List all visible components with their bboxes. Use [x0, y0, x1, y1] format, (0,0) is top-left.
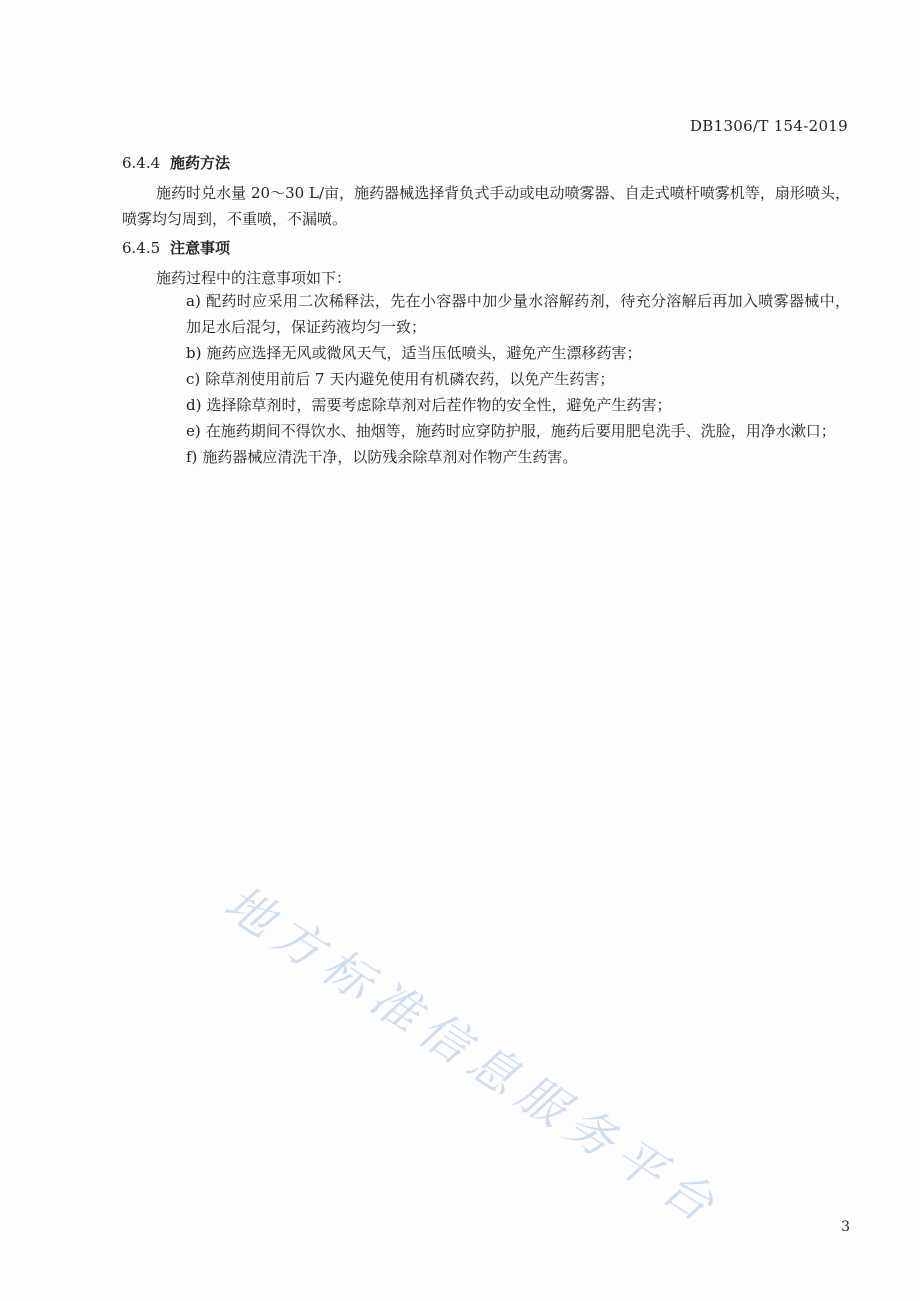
- list-item-text: 配药时应采用二次稀释法，先在小容器中加少量水溶解药剂，待充分溶解后再加入喷雾器械中，加足水后混匀，保证药液均匀一致；: [186, 292, 850, 336]
- list-item: [186, 340, 850, 366]
- list-item-mark: d): [186, 396, 202, 414]
- list-item-mark: e): [186, 422, 201, 440]
- section-heading: [122, 237, 850, 259]
- list-item-mark: a): [186, 292, 201, 310]
- list-item: [186, 392, 850, 418]
- section-intro: 施药过程中的注意事项如下：: [156, 269, 352, 287]
- list-item-text: 选择除草剂时，需要考虑除草剂对后茬作物的安全性，避免产生药害；: [206, 396, 672, 414]
- list-item-text: 除草剂使用前后 7 天内避免使用有机磷农药，以免产生药害；: [205, 370, 615, 388]
- list-item-text: 在施药期间不得饮水、抽烟等，施药时应穿防护服，施药后要用肥皂洗手、洗脸，用净水漱口；: [205, 422, 836, 440]
- list-item-mark: c): [186, 370, 201, 388]
- list-item: [186, 288, 850, 340]
- list-item: [186, 418, 850, 444]
- section-title: 注意事项: [170, 239, 231, 257]
- document-code: DB1306/T 154-2019: [689, 117, 848, 135]
- section-title: 施药方法: [170, 154, 231, 172]
- section-6-4-4: [122, 152, 850, 232]
- section-paragraph: 施药时兑水量 20～30 L/亩，施药器械选择背负式手动或电动喷雾器、自走式喷杆喷雾机等，扇形喷头，喷雾均匀周到，不重喷，不漏喷。: [122, 184, 850, 228]
- list-item: [186, 444, 850, 470]
- precautions-list: [186, 288, 850, 470]
- list-item-text: 施药器械应清洗干净，以防残余除草剂对作物产生药害。: [202, 448, 578, 466]
- section-6-4-5: [122, 237, 850, 291]
- list-item-mark: b): [186, 344, 202, 362]
- section-heading: [122, 152, 850, 174]
- watermark: 地方标准信息服务平台: [214, 874, 732, 1238]
- list-item-mark: f): [186, 448, 198, 466]
- page-number: 3: [841, 1219, 850, 1235]
- section-number: 6.4.4: [122, 154, 161, 172]
- section-number: 6.4.5: [122, 239, 161, 257]
- list-item: [186, 366, 850, 392]
- list-item-text: 施药应选择无风或微风天气，适当压低喷头，避免产生漂移药害；: [206, 344, 642, 362]
